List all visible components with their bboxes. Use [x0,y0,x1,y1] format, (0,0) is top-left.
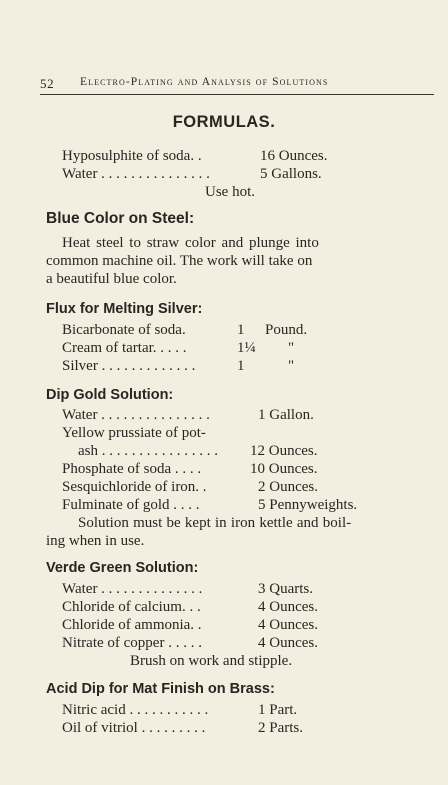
quantity: 1 [237,358,245,374]
page-heading: FORMULAS. [172,113,276,131]
ingredient: Bicarbonate of soda. [62,322,186,338]
ingredient: Sesquichloride of iron. . [62,479,207,495]
running-head [40,76,432,92]
quantity: 3 Quarts. [258,581,313,597]
ingredient: Yellow prussiate of pot- [62,425,206,441]
paragraph-line: Heat steel to straw color and plunge into [62,235,319,251]
quantity: 4 Ounces. [258,617,318,633]
usage-note: ing when in use. [46,533,145,549]
ingredient: Hyposulphite of soda. . [62,148,202,164]
ingredient: Water . . . . . . . . . . . . . . . [62,407,210,423]
quantity: 4 Ounces. [258,599,318,615]
ingredient: Chloride of calcium. . . [62,599,201,615]
section-title: Blue Color on Steel: [46,210,195,227]
ingredient: Fulminate of gold . . . . [62,497,200,513]
page-number: 52 [40,76,55,91]
ingredient: Oil of vitriol . . . . . . . . . [62,720,206,736]
unit: " [288,340,295,356]
ingredient: Nitric acid . . . . . . . . . . . [62,702,209,718]
quantity: 1 [237,322,245,338]
section-title: Flux for Melting Silver: [46,301,203,317]
quantity: 10 Ounces. [250,461,318,477]
quantity: 1¼ [237,340,256,356]
quantity: 1 Part. [258,702,298,718]
quantity: 1 Gallon. [258,407,314,423]
unit: Pound. [265,322,308,338]
ingredient: Nitrate of copper . . . . . [62,635,202,651]
section-title: Dip Gold Solution: [46,387,174,403]
quantity: 12 Ounces. [250,443,318,459]
ingredient: Silver . . . . . . . . . . . . . [62,358,196,374]
quantity: 16 Ounces. [260,148,328,164]
ingredient: Water . . . . . . . . . . . . . . [62,581,203,597]
running-title: Electro-Plating and Analysis of Solutions [80,76,329,88]
ingredient: Chloride of ammonia. . [62,617,202,633]
ingredient: Water . . . . . . . . . . . . . . . [62,166,210,182]
usage-note: Solution must be kept in iron kettle and boil- [78,515,352,531]
quantity: 5 Pennyweights. [258,497,358,513]
header-rule [40,94,434,95]
quantity: 4 Ounces. [258,635,318,651]
paragraph-line: common machine oil. The work will take on [46,253,313,269]
section-title: Verde Green Solution: [46,560,199,576]
unit: " [288,358,295,374]
usage-note: Brush on work and stipple. [130,653,293,669]
paragraph-line: a beautiful blue color. [46,271,177,287]
section-title: Acid Dip for Mat Finish on Brass: [46,681,275,697]
ingredient: Cream of tartar. . . . . [62,340,187,356]
ingredient: Phosphate of soda . . . . [62,461,202,477]
quantity: 2 Ounces. [258,479,318,495]
quantity: 5 Gallons. [260,166,322,182]
ingredient: ash . . . . . . . . . . . . . . . . [78,443,218,459]
usage-note: Use hot. [205,184,255,200]
quantity: 2 Parts. [258,720,303,736]
